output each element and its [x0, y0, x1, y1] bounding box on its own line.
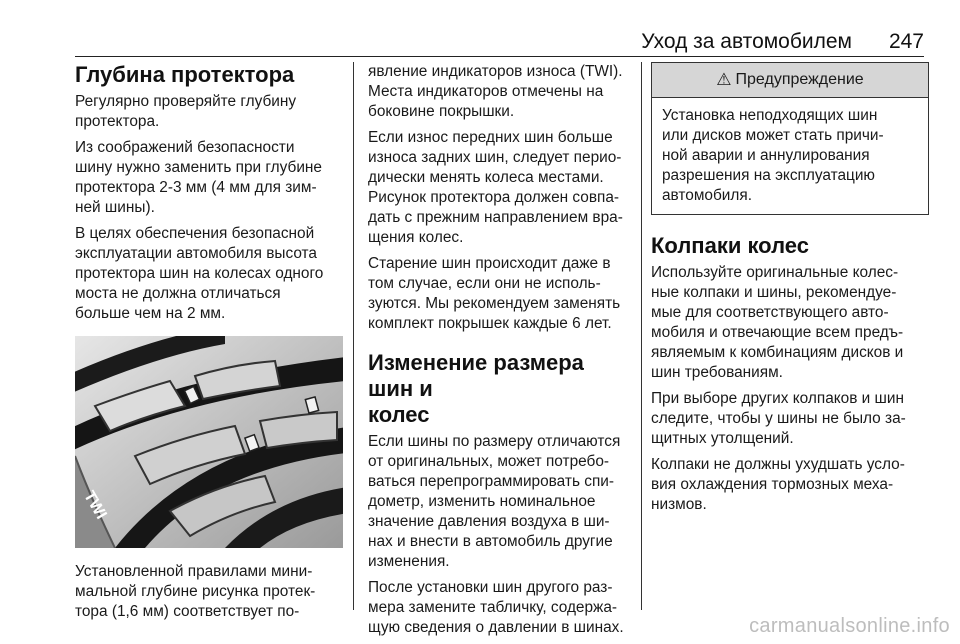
paragraph: Установленной правилами мини- мальной глубине рисунка протек- тора (1,6 мм) соответствует по-: [75, 563, 316, 620]
paragraph: Регулярно проверяйте глубину протектора.: [75, 93, 297, 130]
paragraph: Если шины по размеру отличаются от оригинальных, может потребо- ваться перепрограммировать спи- дометр, изменить номинальное значение давления воздуха в ши- нах и внести в автомобиль другие изменения.: [368, 433, 621, 570]
warning-body: [652, 98, 928, 214]
paragraph: Колпаки не должны ухудшать усло- вия охлаждения тормозных меха- низмов.: [651, 456, 905, 513]
paragraph: Используйте оригинальные колес- ные колпаки и шины, рекомендуе- мые для соответствующего авто- мобиля и отвечающие всем предъ- являемым к комбинациям дисков и шин требованиям.: [651, 264, 904, 381]
tire-tread-illustration: [75, 336, 343, 548]
section-title: Уход за автомобилем: [641, 30, 852, 53]
column-1: [75, 62, 343, 628]
page-number: 247: [888, 30, 924, 53]
wheel-covers-heading: Колпаки колес: [651, 233, 809, 258]
warning-text: Установка неподходящих шин или дисков может стать причи- ной аварии и аннулирования разрешения на эксплуатацию автомобиля.: [662, 107, 884, 204]
watermark: carmanualsonline.info: [749, 615, 950, 637]
paragraph: В целях обеспечения безопасной эксплуатации автомобиля высота протектора шин на колесах одного моста не должна отличаться больше чем на 2 мм.: [75, 225, 324, 322]
warning-title: Предупреждение: [735, 71, 864, 88]
column-3: [651, 62, 929, 521]
paragraph: явление индикаторов износа (TWI). Места индикаторов отмечены на боковине покрышки.: [368, 63, 623, 120]
column-divider: [641, 62, 642, 610]
paragraph: После установки шин другого раз- мера замените табличку, содержа- щую сведения о давлении в шинах.: [368, 579, 624, 636]
column-divider: [353, 62, 354, 610]
header-divider: [75, 56, 924, 57]
paragraph: Если износ передних шин больше износа задних шин, следует перио- дически менять колеса местами. Рисунок протектора должен совпа- дать с прежним направлением вра- щения колес.: [368, 129, 623, 246]
column-2: [368, 62, 632, 644]
paragraph: При выборе других колпаков и шин следите, чтобы у шины не было за- щитных утолщений.: [651, 390, 906, 447]
twi-label: TWI: [80, 488, 110, 523]
warning-header: [652, 63, 928, 98]
tire-size-change-heading: Изменение размера шин и колес: [368, 350, 584, 427]
warning-box: [651, 62, 929, 215]
paragraph: Из соображений безопасности шину нужно заменить при глубине протектора 2-3 мм (4 мм для зим- ней шины).: [75, 139, 322, 216]
tread-depth-heading: Глубина протектора: [75, 62, 295, 87]
tire-tread-image: [75, 336, 343, 548]
paragraph: Старение шин происходит даже в том случае, если они не исполь- зуются. Мы рекомендуем заменять комплект покрышек каждые 6 лет.: [368, 255, 621, 332]
warning-triangle-icon: ⚠: [716, 70, 732, 89]
